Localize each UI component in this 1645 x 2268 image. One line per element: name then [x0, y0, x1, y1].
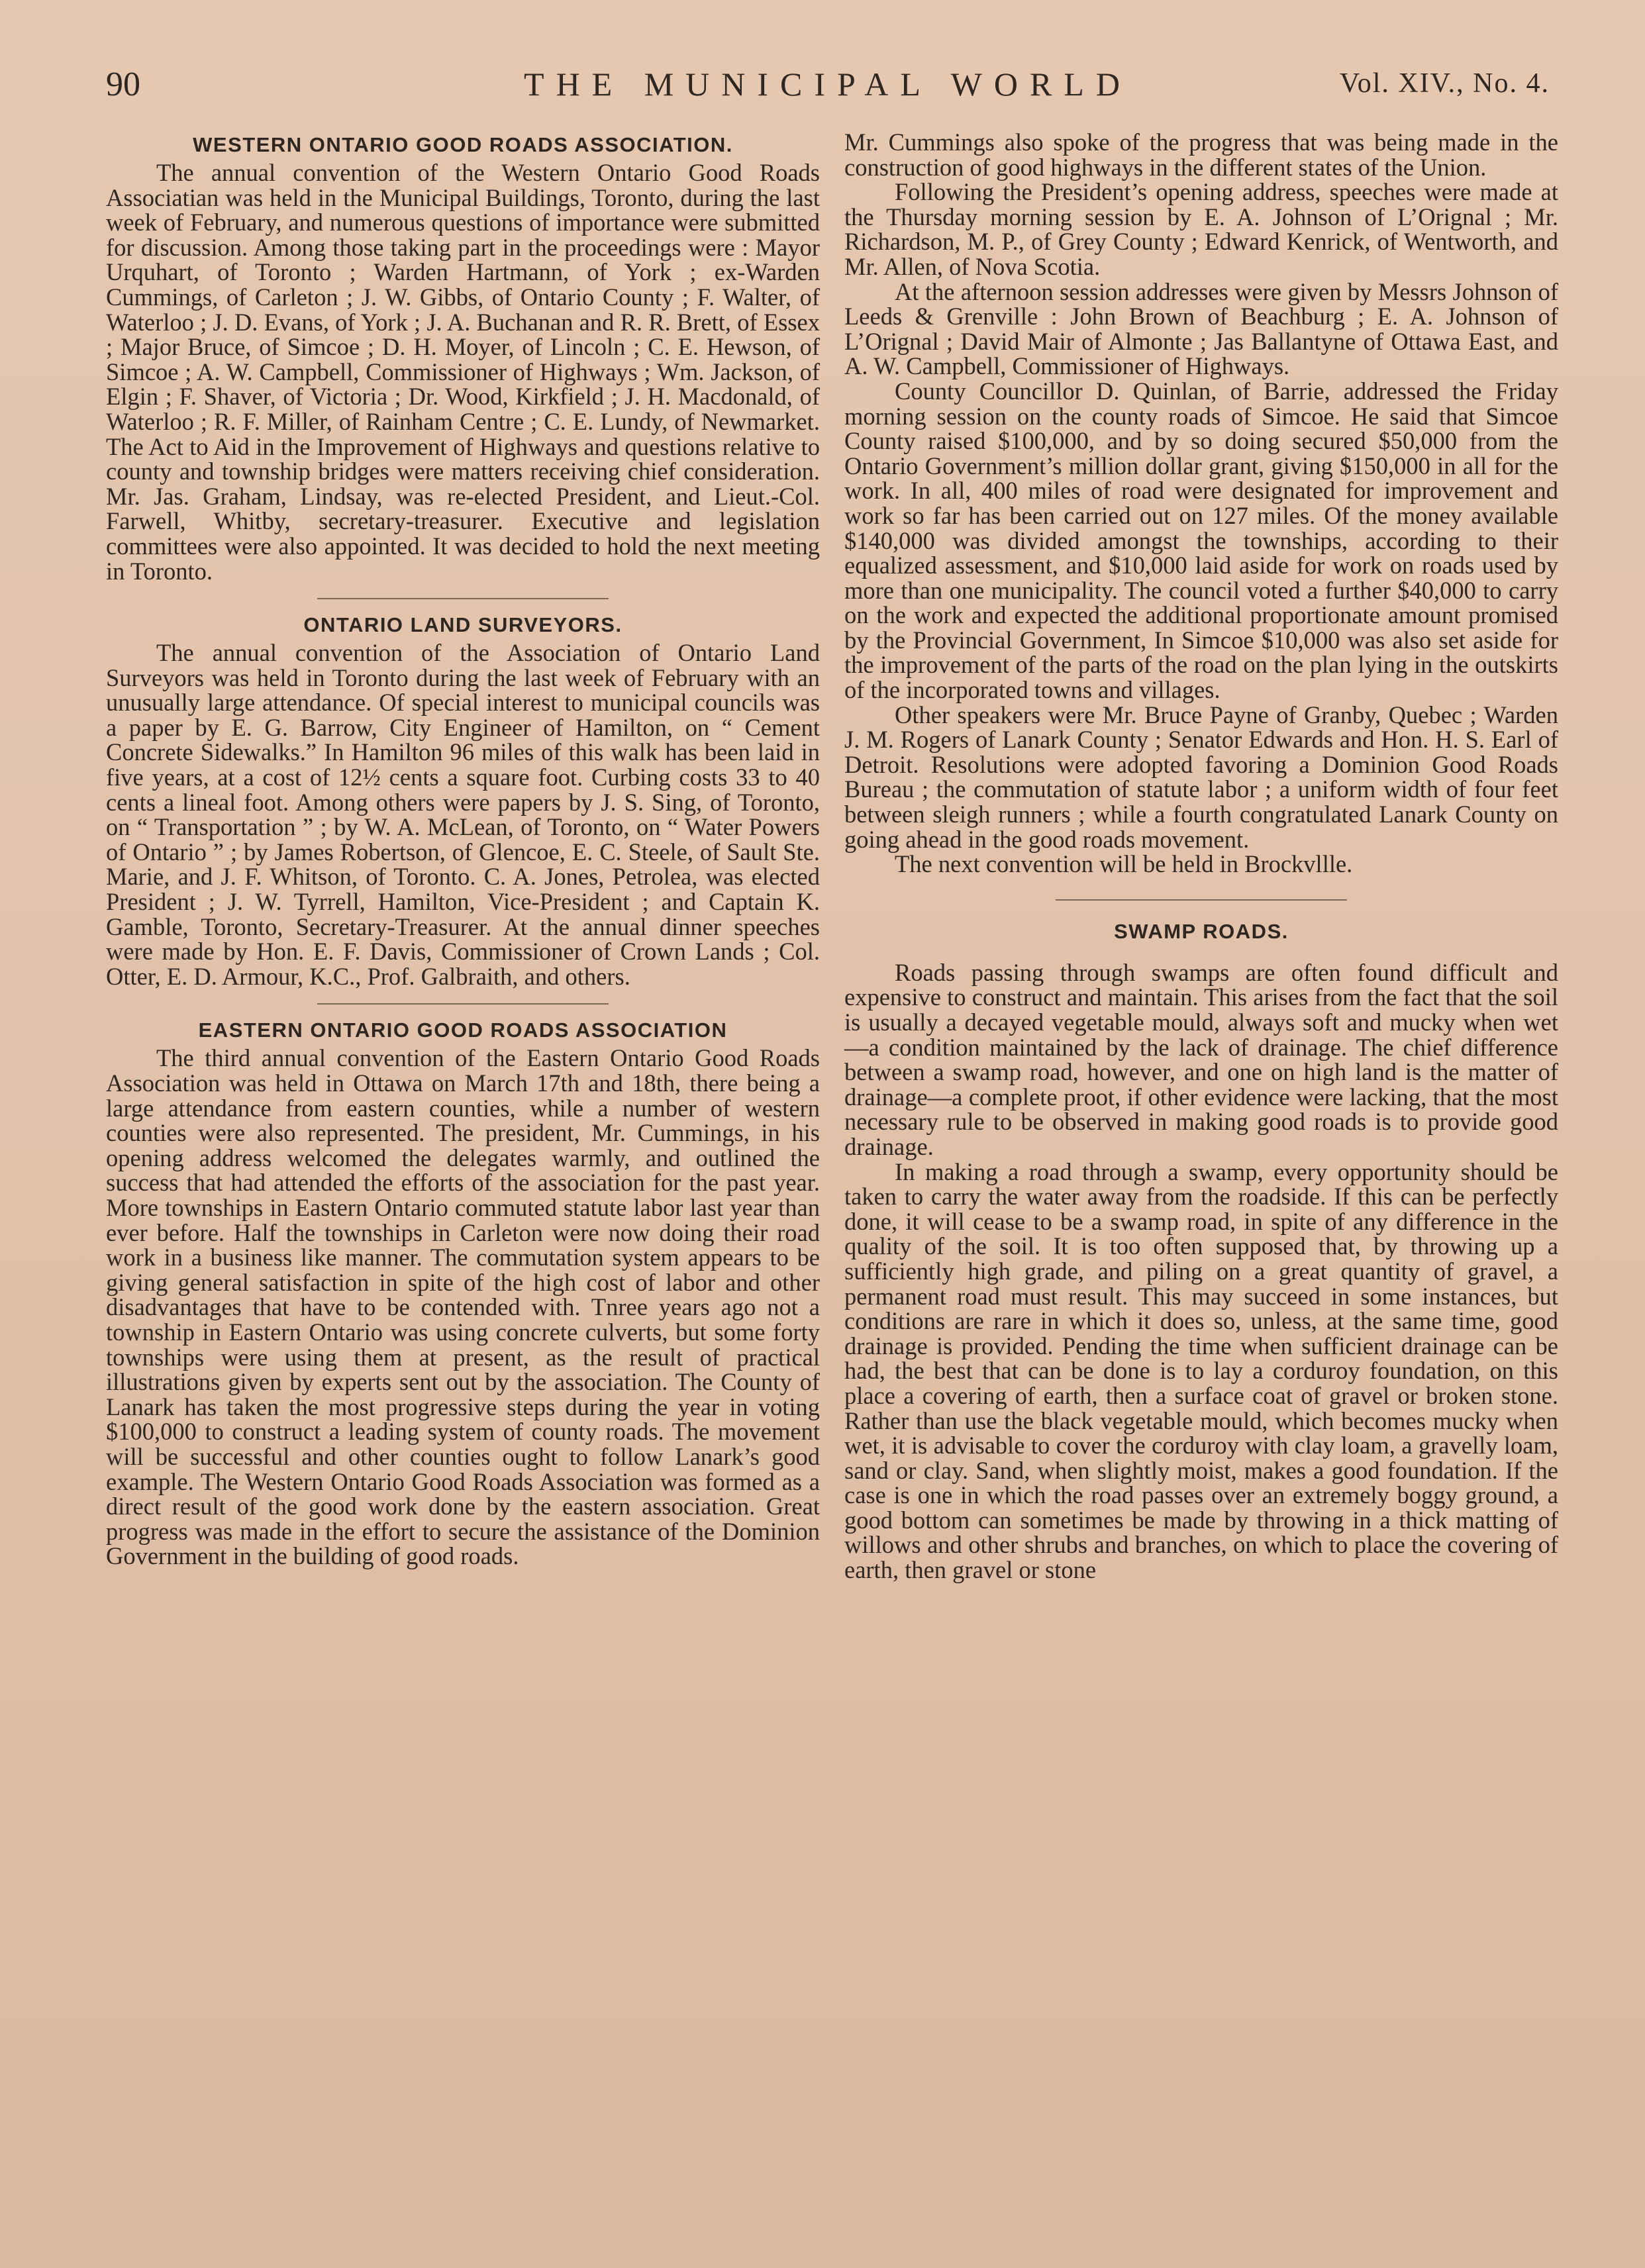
article-eastern-ontario-good-roads	[106, 1015, 820, 1568]
article-paragraph: The third annual convention of the Eastern Ontario Good Roads Association was held in Ottawa on March 17th and 18th, there being a large attendance from eastern counties, while a number of western counties were also represented. The president, Mr. Cummings, in his opening address welcomed the delegates warmly, and outlined the success that had attended the efforts of the association for the past year. More townships in Eastern Ontario commuted statute labor last year than ever before. Half the townships in Carleton were now doing their road work in a business like manner. The commutation system appears to be giving general satisfaction in spite of the high cost of labor and other disadvantages that have to be contended with. Tnree years ago not a township in Eastern Ontario was using concrete culverts, but some forty townships were using them at present, as the result of practical illustrations given by experts sent out by the association. The County of Lanark has taken the most progressive steps during the year in voting $100,000 to construct a leading system of county roads. The movement will be successful and other counties ought to follow Lanark’s good example. The Western Ontario Good Roads Association was formed as a direct result of the good work done by the eastern association. Great progress was made in the effort to secure the assistance of the Dominion Government in the building of good roads.	[106, 1044, 820, 1570]
article-paragraph: The annual convention of the Association of Ontario Land Surveyors was held in Toronto during the last week of February with an unusually large attendance. Of special interest to municipal councils was a paper by E. G. Barrow, City Engineer of Hamilton, on “ Cement Concrete Sidewalks.” In Hamilton 96 miles of this walk has been laid in five years, at a cost of 12½ cents a square foot. Curbing costs 33 to 40 cents a lineal foot. Among others were papers by J. S. Sing, of Toronto, on “ Transportation ” ; by W. A. McLean, of Toronto, on “ Water Powers of Ontario ” ; by James Robertson, of Glencoe, E. C. Steele, of Sault Ste. Marie, and J. F. Whitson, of Toronto. C. A. Jones, Petrolea, was elected President ; J. W. Tyrrell, Hamilton, Vice-President ; and Captain K. Gamble, Toronto, Secretary-Treasurer. At the annual dinner speeches were made by Hon. E. F. Davis, Commissioner of Crown Lands ; Col. Otter, E. D. Armour, K.C., Prof. Galbraith, and others.	[106, 639, 820, 990]
article-heading: ONTARIO LAND SURVEYORS.	[303, 613, 623, 637]
volume-number: Vol. XIV., No. 4.	[1339, 68, 1550, 99]
article-paragraph: In making a road through a swamp, every opportunity should be taken to carry the water away from the roadside. If this can be perfectly done, it will cease to be a swamp road, in spite of any difference in the quality of the soil. It is too often supposed that, by throwing up a sufficiently high grade, and piling on a great quantity of gravel, a permanent road must result. This may succeed in some instances, but conditions are rare in which it does so, unless, at the same time, good drainage is provided. Pending the time when sufficient drainage can be had, the best that can be done is to lay a corduroy foundation, on this place a covering of earth, then a surface coat of gravel or broken stone. Rather than use the black vegetable mould, which becomes mucky when wet, it is advisable to cover the corduroy with clay loam, a gravelly loam, sand or clay. Sand, when slightly moist, makes a good foundation. If the case is one in which the road passes over an extremely boggy ground, a good bottom can sometimes be made by throwing in a thick matting of willows and other shrubs and branches, on which to place the covering of earth, then gravel or stone	[844, 1158, 1558, 1584]
article-paragraph: The next convention will be held in Brockvllle.	[895, 850, 1353, 878]
page-header	[106, 65, 1550, 111]
left-column	[106, 130, 820, 1569]
article-paragraph: At the afternoon session addresses were given by Messrs Johnson of Leeds & Grenville : John Brown of Beachburg ; E. A. Johnson of L’Orignal ; David Mair of Almonte ; Jas Ballantyne of Ottawa East, and A. W. Campbell, Commissioner of Highways.	[844, 277, 1558, 380]
section-divider	[1056, 899, 1347, 901]
article-eastern-ontario-continued	[844, 130, 1558, 877]
article-paragraph: Roads passing through swamps are often found difficult and expensive to construct and maintain. This arises from the fact that the soil is usually a decayed vegetable mould, always soft and mucky when wet—a condition maintained by the lack of drainage. The chief difference between a swamp road, however, and one on high land is the matter of drainage—a complete proot, if other evidence were lacking, that the most necessary rule to be observed in making good roads is to provide good drainage.	[844, 958, 1558, 1160]
article-heading: SWAMP ROADS.	[1114, 919, 1289, 943]
article-paragraph: County Councillor D. Quinlan, of Barrie, addressed the Friday morning session on the county roads of Simcoe. He said that Simcoe County raised $100,000, and by so doing secured $50,000 from the Ontario Government’s million dollar grant, giving $150,000 in all for the work. In all, 400 miles of road were designated for improvement and work so far has been carried out on 127 miles. Of the money available $140,000 was divided amongst the townships, according to their equalized assessment, and $10,000 laid aside for work on roads used by more than one municipality. The council voted a further $40,000 to carry on the work and expected the additional proportionate amount promised by the Provincial Government, In Simcoe $10,000 was also set aside for the improvement of the parts of the road on the plan lying in the outskirts of the incorporated towns and villages.	[844, 377, 1558, 704]
article-paragraph: Other speakers were Mr. Bruce Payne of Granby, Quebec ; Warden J. M. Rogers of Lanark County ; Senator Edwards and Hon. H. S. Earl of Detroit. Resolutions were adopted favoring a Dominion Good Roads Bureau ; the commutation of statute labor ; a uniform width of four feet between sleigh runners ; while a fourth congratulated Lanark County on going ahead in the good roads movement.	[844, 701, 1558, 853]
section-divider	[317, 1003, 609, 1005]
article-paragraph: Mr. Cummings also spoke of the progress that was being made in the construction of good highways in the different states of the Union.	[844, 128, 1558, 181]
article-paragraph: Following the President’s opening address, speeches were made at the Thursday morning session by E. A. Johnson of L’Orignal ; Mr. Richardson, M. P., of Grey County ; Edward Kenrick, of Wentworth, and Mr. Allen, of Nova Scotia.	[844, 178, 1558, 280]
article-ontario-land-surveyors	[106, 610, 820, 989]
article-western-ontario-good-roads	[106, 130, 820, 583]
right-column	[844, 130, 1558, 1583]
article-paragraph: The annual convention of the Western Ontario Good Roads Associatian was held in the Municipal Buildings, Toronto, during the last week of February, and numerous questions of importance were submitted for discussion. Among those taking part in the proceedings were : Mayor Urquhart, of Toronto ; Warden Hartmann, of York ; ex-Warden Cummings, of Carleton ; J. W. Gibbs, of Ontario County ; F. Walter, of Waterloo ; J. D. Evans, of York ; J. A. Buchanan and R. R. Brett, of Essex ; Major Bruce, of Simcoe ; D. H. Moyer, of Lincoln ; C. E. Hewson, of Simcoe ; A. W. Campbell, Commissioner of Highways ; Wm. Jackson, of Elgin ; F. Shaver, of Victoria ; Dr. Wood, Kirkfield ; J. H. Macdonald, of Waterloo ; R. F. Miller, of Rainham Centre ; C. E. Lundy, of Newmarket. The Act to Aid in the Improvement of Highways and questions relative to county and township bridges were matters receiving chief consideration. Mr. Jas. Graham, Lindsay, was re-elected President, and Lieut.-Col. Farwell, Whitby, secretary-treasurer. Executive and legislation committees were also appointed. It was decided to hold the next meeting in Toronto.	[106, 159, 820, 585]
section-divider	[317, 598, 609, 599]
article-heading: EASTERN ONTARIO GOOD ROADS ASSOCIATION	[198, 1018, 728, 1042]
article-heading: WESTERN ONTARIO GOOD ROADS ASSOCIATION.	[193, 133, 733, 156]
article-swamp-roads	[844, 916, 1558, 1583]
publication-title: THE MUNICIPAL WORLD	[524, 66, 1132, 103]
page-number: 90	[106, 66, 140, 103]
